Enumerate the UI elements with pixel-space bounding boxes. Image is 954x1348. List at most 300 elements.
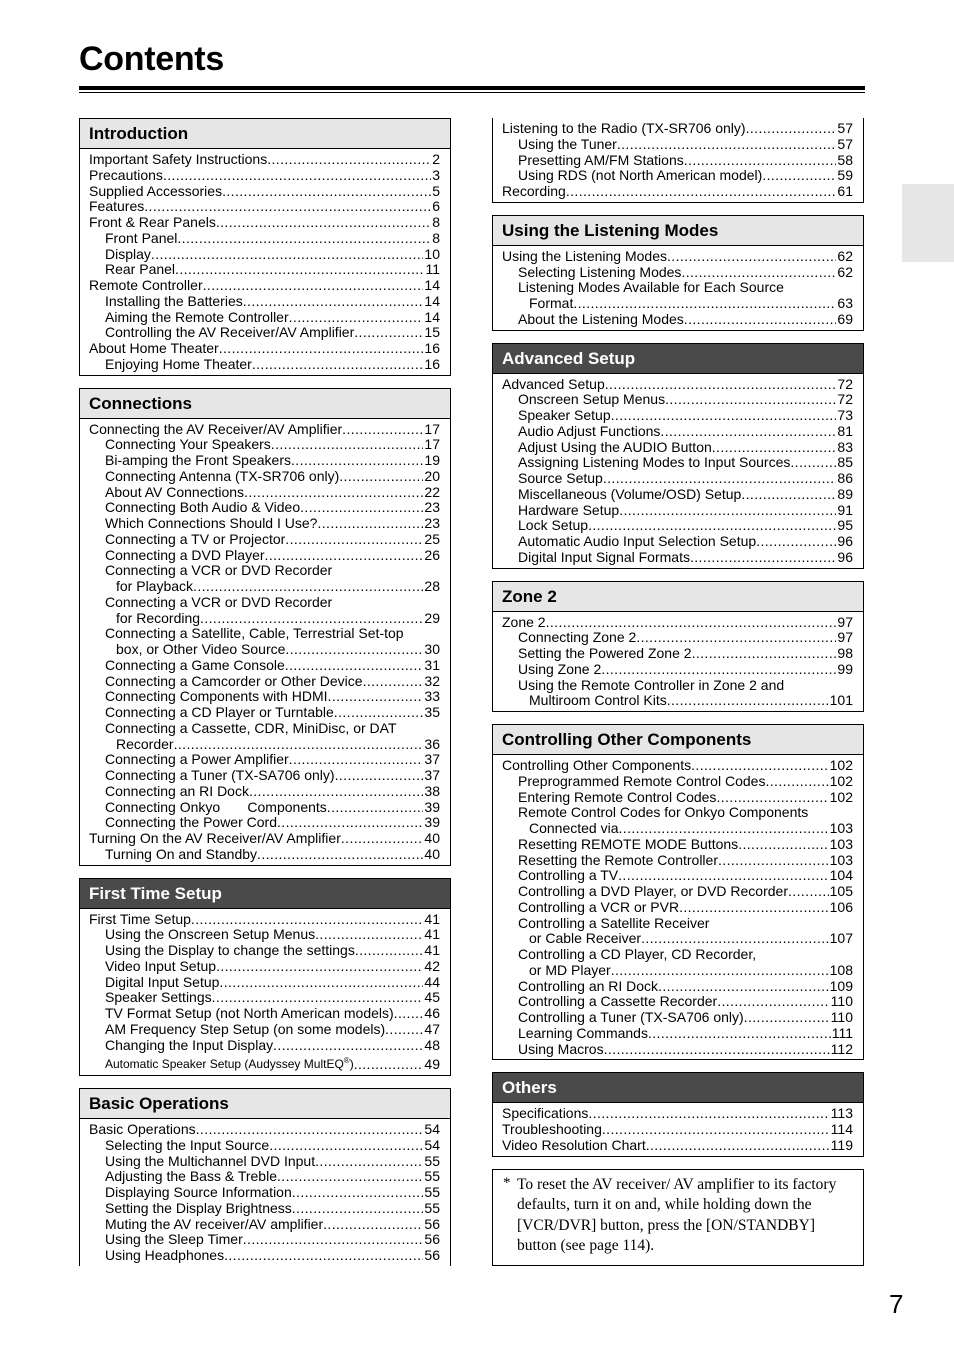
toc-entry[interactable] [89, 516, 440, 532]
toc-page-number: 36 [424, 735, 440, 752]
toc-page-number: 5 [432, 182, 440, 199]
toc-entry[interactable] [502, 821, 853, 837]
toc-entry[interactable] [502, 392, 853, 408]
toc-entry[interactable] [502, 758, 853, 774]
toc-entry[interactable] [502, 1010, 853, 1026]
toc-entry[interactable] [89, 325, 440, 341]
toc-entry[interactable] [502, 963, 853, 979]
toc-page-number: 17 [424, 436, 440, 453]
toc-entry[interactable] [89, 1138, 440, 1154]
toc-entry-list [80, 1119, 450, 1266]
toc-page-number: 28 [424, 578, 440, 594]
toc-entry-title [105, 469, 339, 485]
dot-leader [193, 579, 423, 595]
dot-leader [636, 630, 836, 646]
toc-entry[interactable] [89, 168, 440, 184]
toc-page-number: 58 [837, 151, 853, 168]
dot-leader [718, 853, 829, 869]
toc-entry[interactable] [502, 168, 853, 184]
toc-entry-title [518, 916, 709, 932]
toc-entry[interactable] [502, 1042, 853, 1058]
toc-entry[interactable] [89, 199, 440, 215]
toc-entry[interactable] [502, 615, 853, 631]
toc-entry-title [105, 1201, 292, 1217]
toc-entry-title [502, 1138, 646, 1154]
toc-entry-title [518, 503, 619, 519]
dot-leader [334, 705, 424, 721]
toc-entry[interactable] [89, 1232, 440, 1248]
toc-entry-text: Resetting REMOTE MODE Buttons [518, 835, 739, 852]
dot-leader [573, 296, 836, 312]
toc-entry[interactable] [89, 595, 440, 611]
toc-entry[interactable] [502, 646, 853, 662]
toc-page-number: 8 [432, 214, 440, 230]
toc-entry-text: About the Listening Modes [518, 310, 684, 327]
toc-page-number: 102 [829, 788, 853, 805]
toc-entry-text: Recording [502, 183, 566, 199]
toc-page-number: 119 [830, 1136, 853, 1153]
toc-entry-text: Display [105, 245, 151, 262]
toc-page-number: 25 [424, 530, 440, 547]
toc-entry-text: Connecting a DVD Player [105, 546, 265, 563]
toc-entry-text: Presetting AM/FM Stations [518, 151, 684, 168]
toc-entry[interactable] [502, 455, 853, 471]
toc-entry[interactable] [89, 943, 440, 959]
toc-entry[interactable] [89, 1248, 440, 1264]
dot-leader [196, 1122, 424, 1138]
toc-entry[interactable] [89, 768, 440, 784]
toc-entry[interactable] [89, 721, 440, 737]
toc-page-number: 56 [424, 1247, 440, 1263]
toc-entry[interactable] [502, 518, 853, 534]
toc-page-number: 62 [837, 247, 853, 264]
toc-entry-list [493, 118, 863, 202]
toc-entry-title [518, 280, 784, 296]
footnote-marker: * [503, 1174, 511, 1191]
toc-entry[interactable] [89, 959, 440, 975]
dot-leader [175, 262, 424, 278]
toc-entry[interactable] [502, 837, 853, 853]
toc-entry[interactable] [89, 611, 440, 627]
toc-entry-title [529, 296, 573, 312]
toc-entry[interactable] [502, 440, 853, 456]
toc-section-using-the-listening-modes [492, 215, 864, 331]
toc-entry[interactable] [502, 994, 853, 1010]
toc-entry-title [518, 646, 692, 662]
toc-entry[interactable] [502, 184, 853, 200]
toc-entry[interactable] [89, 1122, 440, 1138]
toc-page-number: 40 [424, 845, 440, 862]
toc-entry[interactable] [502, 774, 853, 790]
toc-entry-text: Using the Tuner [518, 135, 617, 152]
toc-entry-title [89, 831, 341, 847]
dot-leader [604, 1042, 830, 1058]
toc-entry[interactable] [89, 927, 440, 943]
toc-entry-text: TV Format Setup (not North American models) [105, 1005, 394, 1021]
toc-section-introduction [79, 118, 451, 376]
toc-entry-title [105, 752, 289, 768]
dot-leader [339, 469, 423, 485]
toc-entry[interactable] [89, 1006, 440, 1022]
toc-entry-title [105, 453, 291, 469]
toc-entry-text: Connecting a Power Amplifier [105, 751, 289, 768]
dot-leader [744, 1010, 830, 1026]
toc-section-controlling-other-components [492, 724, 864, 1060]
toc-entry[interactable] [89, 831, 440, 847]
dot-leader [684, 312, 837, 328]
toc-entry-title [105, 800, 327, 816]
toc-entry-title [116, 611, 200, 627]
toc-entry[interactable] [89, 357, 440, 373]
toc-entry[interactable] [89, 247, 440, 263]
title-rule-thin [79, 92, 865, 93]
toc-entry-list [80, 149, 450, 375]
toc-entry-text: Connecting Both Audio & Video [105, 499, 301, 516]
toc-entry-text: Basic Operations [89, 1121, 196, 1137]
toc-entry[interactable] [502, 153, 853, 169]
toc-entry-list [80, 909, 450, 1076]
toc-page-number: 54 [424, 1121, 440, 1137]
dot-leader [354, 325, 423, 341]
toc-entry[interactable] [502, 408, 853, 424]
dot-leader [762, 168, 836, 184]
toc-entry[interactable] [89, 262, 440, 278]
toc-entry-title [518, 1010, 744, 1026]
dot-leader [790, 455, 836, 471]
toc-entry-title [518, 471, 603, 487]
toc-entry-text: Resetting the Remote Controller [518, 851, 718, 868]
dot-leader [151, 247, 424, 263]
toc-page-number: 41 [424, 910, 440, 927]
toc-entry-text: Advanced Setup [502, 375, 605, 392]
toc-page-number: 44 [424, 973, 440, 990]
toc-entry-text: Controlling a VCR or PVR [518, 898, 680, 915]
toc-page-number: 46 [424, 1005, 440, 1021]
toc-entry[interactable] [502, 280, 853, 296]
toc-entry[interactable] [89, 1201, 440, 1217]
toc-entry-title [518, 518, 588, 534]
dot-leader [341, 831, 424, 847]
toc-entry[interactable] [502, 916, 853, 932]
toc-page-number: 37 [424, 751, 440, 768]
dot-leader [342, 422, 423, 438]
toc-entry[interactable] [89, 1022, 440, 1038]
toc-entry-title [89, 278, 203, 294]
dot-leader [200, 611, 423, 627]
toc-page-number: 113 [830, 1105, 853, 1122]
toc-entry[interactable] [502, 487, 853, 503]
toc-entry-text: Using Headphones [105, 1247, 225, 1263]
toc-page-number: 114 [830, 1121, 853, 1137]
dot-leader [285, 532, 423, 548]
toc-entry[interactable] [502, 137, 853, 153]
toc-entry[interactable] [89, 1154, 440, 1170]
toc-entry-title [518, 153, 684, 169]
toc-entry-text: About AV Connections [105, 483, 245, 500]
dot-leader [641, 931, 829, 947]
toc-entry[interactable] [502, 947, 853, 963]
toc-entry[interactable] [89, 485, 440, 501]
toc-page-number: 32 [424, 672, 440, 689]
toc-entry-title [105, 1053, 354, 1073]
dot-leader [219, 341, 424, 357]
dot-leader [212, 990, 424, 1006]
toc-entry[interactable] [89, 231, 440, 247]
toc-entry-text: Connecting a Satellite, Cable, Terrestrial Set-top [105, 625, 404, 642]
toc-entry-title [105, 325, 354, 341]
toc-entry[interactable] [89, 784, 440, 800]
title-rule-thick [79, 86, 865, 90]
toc-entry-title [116, 642, 285, 658]
dot-leader [224, 1248, 423, 1264]
toc-entry-text: Selecting Listening Modes [518, 263, 682, 280]
toc-entry-text: Important Safety Instructions [89, 151, 268, 167]
toc-page-number: 10 [424, 245, 440, 262]
toc-entry[interactable] [89, 532, 440, 548]
toc-entry[interactable] [89, 1038, 440, 1054]
toc-entry[interactable] [502, 471, 853, 487]
toc-entry-title [89, 215, 216, 231]
toc-entry-text: Changing the Input Display [105, 1036, 274, 1053]
toc-entry-text: Hardware Setup [518, 501, 620, 518]
dot-leader [285, 642, 423, 658]
toc-entry[interactable] [89, 341, 440, 357]
toc-entry-title [105, 1217, 323, 1233]
toc-entry[interactable] [502, 868, 853, 884]
toc-entry-title [518, 1042, 604, 1058]
toc-entry[interactable] [502, 265, 853, 281]
dot-leader [277, 815, 423, 831]
dot-leader [267, 152, 431, 168]
toc-entry-text: Muting the AV receiver/AV amplifier [105, 1215, 324, 1232]
toc-entry-title [518, 774, 765, 790]
toc-page-number: 99 [837, 660, 853, 677]
toc-page-number: 19 [424, 452, 440, 468]
toc-entry[interactable] [502, 121, 853, 137]
dot-leader [588, 1106, 829, 1122]
toc-entry[interactable] [89, 152, 440, 168]
toc-page-number: 39 [424, 798, 440, 815]
toc-page-number: 14 [424, 277, 440, 293]
toc-entry-title [105, 815, 277, 831]
toc-entry-text: Onscreen Setup Menus [518, 391, 666, 408]
dot-leader [716, 790, 828, 806]
toc-entry[interactable] [89, 1169, 440, 1185]
toc-entry-text: Front & Rear Panels [89, 214, 216, 230]
dot-leader [354, 1057, 424, 1073]
dot-leader [163, 168, 431, 184]
dot-leader [335, 768, 424, 784]
toc-entry[interactable] [89, 815, 440, 831]
toc-page-number: 39 [424, 814, 440, 831]
toc-section-first-time-setup [79, 878, 451, 1077]
toc-entry[interactable] [502, 853, 853, 869]
toc-entry[interactable] [89, 705, 440, 721]
dot-leader [611, 408, 837, 424]
toc-page-number: 17 [424, 420, 440, 437]
toc-entry[interactable] [502, 377, 853, 393]
toc-page-number: 83 [837, 438, 853, 455]
toc-entry-text: Connecting a Cassette, CDR, MiniDisc, or DAT [105, 719, 397, 736]
toc-entry[interactable] [89, 437, 440, 453]
toc-entry[interactable] [89, 658, 440, 674]
toc-page-number: 49 [424, 1056, 440, 1073]
toc-entry-title [502, 249, 667, 265]
toc-entry[interactable] [89, 579, 440, 595]
dot-leader [566, 184, 837, 200]
toc-entry[interactable] [502, 534, 853, 550]
toc-entry[interactable] [89, 847, 440, 863]
toc-entry-text: Listening to the Radio (TX-SR706 only) [502, 120, 746, 136]
dot-leader [717, 994, 829, 1010]
toc-entry[interactable] [89, 294, 440, 310]
toc-page-number: 86 [837, 470, 853, 486]
toc-entry-text-tail: ) [349, 1057, 354, 1072]
toc-entry-title [529, 963, 611, 979]
toc-page-number: 110 [830, 993, 853, 1010]
toc-entry[interactable] [502, 424, 853, 440]
toc-entry[interactable] [502, 1026, 853, 1042]
dot-leader [679, 900, 829, 916]
toc-entry[interactable] [502, 550, 853, 566]
toc-entry-text: Automatic Audio Input Selection Setup [518, 533, 757, 549]
toc-entry-title [518, 265, 681, 281]
toc-section-connections [79, 388, 451, 866]
dot-leader [648, 1026, 831, 1042]
toc-entry-text: Rear Panel [105, 261, 176, 278]
toc-entry[interactable] [502, 662, 853, 678]
toc-entry-text: Installing the Batteries [105, 292, 243, 309]
toc-entry-title [518, 837, 738, 853]
toc-entry[interactable] [89, 1217, 440, 1233]
toc-entry-text: Remote Controller [89, 277, 203, 293]
toc-entry-text: Aiming the Remote Controller [105, 308, 289, 325]
toc-entry-text: Connecting a Camcorder or Other Device [105, 672, 363, 689]
toc-entry-text: Audio Adjust Functions [518, 422, 661, 439]
toc-entry[interactable] [502, 503, 853, 519]
toc-entry-text: Connecting Onkyo Components [105, 798, 327, 815]
dot-leader [618, 868, 829, 884]
toc-entry[interactable] [502, 678, 853, 694]
toc-entry-title [89, 168, 163, 184]
toc-entry[interactable] [89, 1185, 440, 1201]
section-heading: Introduction [80, 119, 450, 149]
toc-entry-text: Supplied Accessories [89, 182, 223, 199]
toc-entry[interactable] [89, 310, 440, 326]
toc-entry-title [518, 137, 617, 153]
toc-entry-text: Connecting a Tuner (TX-SA706 only) [105, 767, 335, 783]
toc-entry[interactable] [502, 931, 853, 947]
toc-entry[interactable] [502, 249, 853, 265]
toc-page-number: 45 [424, 989, 440, 1006]
toc-section-zone-2 [492, 581, 864, 713]
toc-entry[interactable] [89, 278, 440, 294]
toc-entry-list [493, 612, 863, 712]
toc-entry-title [89, 422, 342, 438]
toc-page-number: 26 [424, 546, 440, 563]
toc-entry-text: First Time Setup [89, 910, 191, 927]
toc-entry[interactable] [502, 296, 853, 312]
dot-leader [619, 821, 829, 837]
toc-entry-title [105, 1169, 277, 1185]
toc-entry[interactable] [502, 1122, 853, 1138]
toc-entry-title [518, 994, 717, 1010]
toc-entry-title [518, 678, 784, 694]
toc-entry[interactable] [89, 975, 440, 991]
toc-entry[interactable] [89, 626, 440, 642]
toc-entry[interactable] [89, 548, 440, 564]
toc-entry-title [105, 674, 363, 690]
toc-entry[interactable] [502, 693, 853, 709]
toc-page-number: 41 [424, 926, 440, 943]
toc-entry-title [105, 705, 334, 721]
toc-page-number: 3 [432, 166, 440, 183]
toc-entry[interactable] [502, 1138, 853, 1154]
toc-entry[interactable] [89, 912, 440, 928]
toc-entry-list [493, 374, 863, 568]
toc-page-number: 37 [424, 767, 440, 783]
toc-entry[interactable] [89, 422, 440, 438]
toc-entry-text: Using the Multichannel DVD Input [105, 1152, 316, 1169]
toc-entry-text: Connecting Components with HDMI [105, 688, 328, 705]
toc-entry[interactable] [502, 979, 853, 995]
toc-entry[interactable] [502, 884, 853, 900]
dot-leader [291, 453, 423, 469]
dot-leader [765, 774, 828, 790]
toc-page-number: 56 [424, 1215, 440, 1232]
toc-entry[interactable] [89, 184, 440, 200]
toc-entry[interactable] [89, 563, 440, 579]
toc-entry[interactable] [89, 800, 440, 816]
toc-page-number: 96 [837, 548, 853, 565]
toc-entry-text: Connected via [529, 820, 619, 836]
dot-leader [249, 784, 423, 800]
toc-entry[interactable] [89, 752, 440, 768]
toc-entry[interactable] [89, 469, 440, 485]
toc-entry[interactable] [502, 630, 853, 646]
toc-entry-title [105, 532, 285, 548]
toc-entry-text: for Playback [116, 578, 194, 594]
toc-entry[interactable] [89, 642, 440, 658]
toc-entry[interactable] [502, 900, 853, 916]
toc-page-number: 55 [424, 1199, 440, 1216]
dot-leader [605, 377, 837, 393]
toc-entry[interactable] [89, 674, 440, 690]
toc-entry[interactable] [89, 215, 440, 231]
toc-page-number: 55 [424, 1184, 440, 1200]
toc-entry[interactable] [502, 1106, 853, 1122]
toc-entry[interactable] [89, 990, 440, 1006]
section-heading: Others [493, 1073, 863, 1103]
toc-entry-text: Using the Remote Controller in Zone 2 and [518, 676, 785, 693]
toc-entry-title [105, 626, 404, 642]
toc-entry-text: Entering Remote Control Codes [518, 788, 717, 805]
toc-entry[interactable] [502, 312, 853, 328]
toc-entry-text: Connecting a CD Player or Turntable [105, 704, 334, 720]
dot-leader [681, 265, 836, 281]
toc-entry[interactable] [89, 689, 440, 705]
toc-entry[interactable] [89, 737, 440, 753]
toc-entry[interactable] [502, 790, 853, 806]
toc-page-number: 96 [837, 533, 853, 549]
toc-entry[interactable] [89, 500, 440, 516]
toc-entry[interactable] [502, 805, 853, 821]
toc-entry[interactable] [89, 1053, 440, 1073]
toc-entry-text: Specifications [502, 1105, 589, 1122]
dot-leader [619, 503, 836, 519]
toc-entry[interactable] [89, 453, 440, 469]
toc-entry-text: Using Zone 2 [518, 660, 602, 677]
